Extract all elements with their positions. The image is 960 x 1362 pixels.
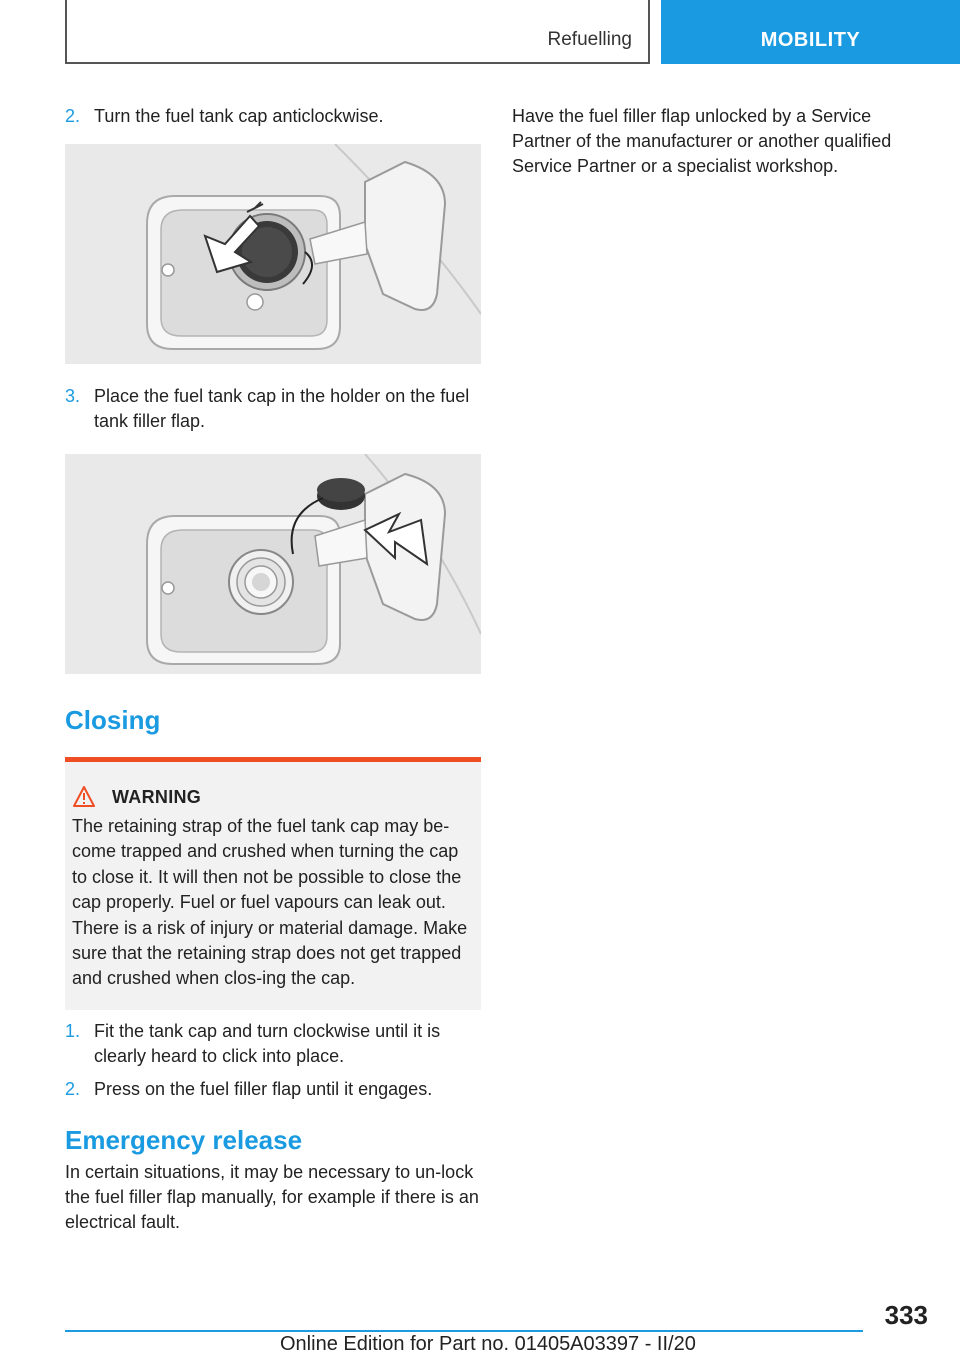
warning-label: WARNING: [112, 786, 202, 807]
figure-cap-holder: [65, 454, 481, 674]
step-text: Fit the tank cap and turn clockwise until it is clearly heard to click into place.: [94, 1020, 441, 1066]
step-text: Turn the fuel tank cap anticlockwise.: [94, 106, 384, 126]
right-column: [512, 104, 932, 179]
emergency-release-heading: Emergency release: [65, 1124, 303, 1155]
fuel-cap-holder-illustration: [65, 454, 481, 674]
closing-heading: Closing: [65, 705, 161, 735]
step-number: 3.: [65, 386, 81, 406]
warning-triangle-icon: [72, 786, 112, 808]
step-open-3: [65, 384, 481, 434]
header-box: [65, 0, 650, 64]
footer-divider: [65, 1330, 863, 1332]
step-number: 2.: [65, 1078, 81, 1099]
header-section-title: Refuelling: [547, 29, 632, 50]
page-number: 333: [884, 1300, 928, 1330]
warning-text: The retaining strap of the fuel tank cap may be‐come trapped and crushed when turning the cap to close it. It will then not be possible to close the cap properly. Fuel or fuel vapours can leak out. There is a risk of injury or material damage. Make sure that the retaining strap does not get trapped and crushed when clos‐ing the cap.: [72, 816, 468, 989]
step-open-2: [65, 104, 481, 129]
warning-header: [72, 784, 473, 810]
warning-box: [65, 757, 481, 1010]
header-chapter-label: MOBILITY: [760, 29, 861, 51]
step-number: 1.: [65, 1020, 81, 1041]
step-close-1: [65, 1019, 481, 1069]
fuel-cap-turn-illustration: [65, 144, 481, 364]
step-text: Place the fuel tank cap in the holder on the fuel tank filler flap.: [94, 386, 470, 431]
figure-turn-cap: [65, 144, 481, 364]
left-column: [65, 104, 481, 1235]
step-text: Press on the fuel filler flap until it engages.: [94, 1078, 433, 1099]
header-chapter-tab[interactable]: [661, 0, 960, 64]
emergency-release-text: In certain situations, it may be necessary to un‐lock the fuel filler flap manually, for example if there is an electrical fault.: [65, 1161, 479, 1232]
step-close-2: [65, 1077, 481, 1102]
service-partner-paragraph: Have the fuel filler flap unlocked by a Service Partner of the manufacturer or another qualified Service Partner or a specialist workshop.: [512, 106, 892, 176]
step-number: 2.: [65, 106, 81, 126]
footer-edition-text: Online Edition for Part no. 01405A03397 - II/20: [280, 1333, 696, 1355]
